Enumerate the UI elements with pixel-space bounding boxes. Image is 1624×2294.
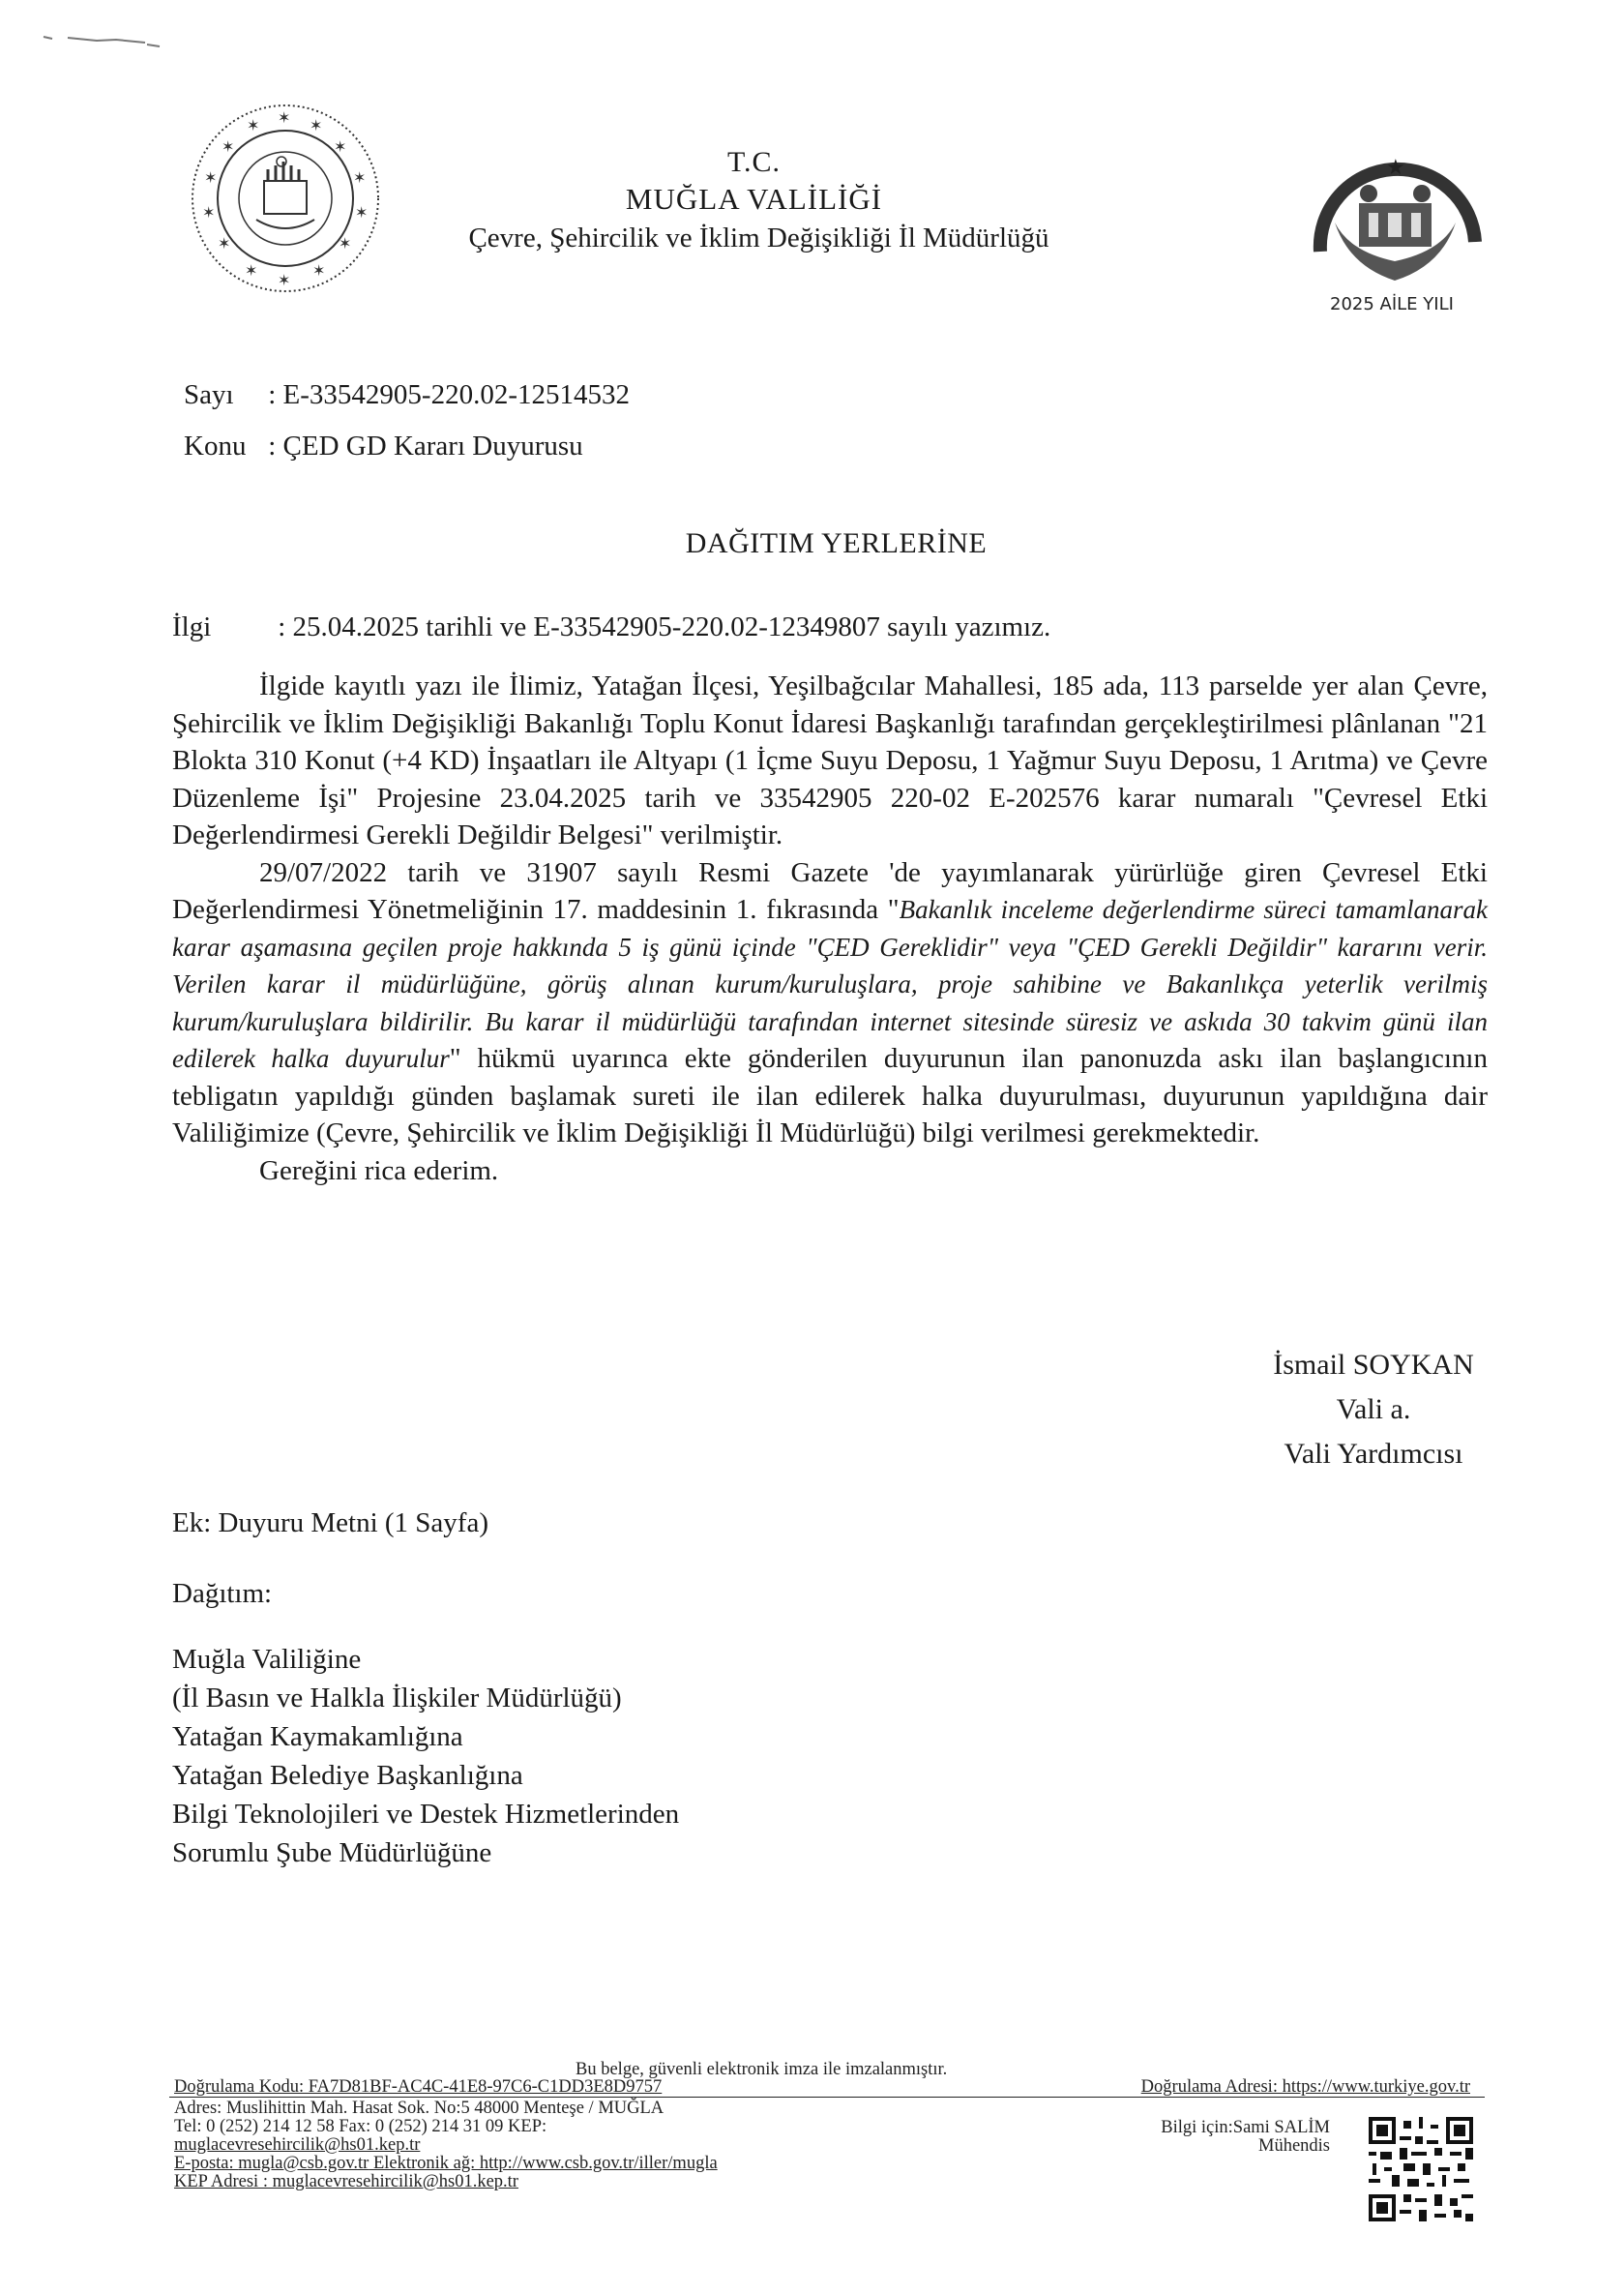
e-signature-note: Bu belge, güvenli elektronik imza ile imzalanmıştır. — [576, 2060, 948, 2079]
phone-fax: Tel: 0 (252) 214 12 58 Fax: 0 (252) 214 31 09 KEP: — [174, 2117, 547, 2136]
signer-name: İsmail SOYKAN — [1273, 1349, 1474, 1381]
svg-text:✶: ✶ — [353, 168, 367, 187]
svg-text:✶: ✶ — [355, 203, 369, 222]
attachment-line: Ek: Duyuru Metni (1 Sayfa) — [172, 1507, 488, 1538]
signature-block — [1248, 1343, 1499, 1476]
email-label: E-posta: — [174, 2154, 239, 2173]
contact-address-block — [174, 2100, 871, 2191]
body-paragraph-1: İlgide kayıtlı yazı ile İlimiz, Yatağan İlçesi, Yeşilbağcılar Mahallesi, 185 ada, 113 parselde yer alan Çevre, Şehircilik ve İklim Değişikliği Bakanlığı Toplu Konut İdaresi Başkanlığı tarafından gerçekleştirilmesi plânlanan "21 Blokta 310 Konut (+4 KD) İnşaatları ile Altyapı (1 İçme Suyu Deposu, 1 Yağmur Suyu Deposu, 1 Arıtma) ve Çevre Düzenleme İşi" Projesine 23.04.2025 tarih ve 33542905 220-02 E-202576 karar numaralı "Çevresel Etki Değerlendirmesi Gerekli Değildir Belgesi" verilmiştir. — [172, 670, 1488, 850]
info-person: Bilgi için:Sami SALİM — [1161, 2118, 1330, 2137]
letterhead — [0, 145, 1624, 257]
kep-address[interactable]: muglacevresehircilik@hs01.kep.tr — [174, 2135, 421, 2155]
verification-address: Doğrulama Adresi: https://www.turkiye.gov.tr — [1140, 2077, 1470, 2097]
body-paragraph-3: Gereğini rica ederim. — [259, 1154, 499, 1186]
sayi-row — [184, 379, 630, 411]
list-item: (İl Basın ve Halkla İlişkiler Müdürlüğü) — [172, 1683, 622, 1713]
recipient-title: DAĞITIM YERLERİNE — [685, 527, 988, 559]
email-link[interactable]: mugla@csb.gov.tr — [238, 2154, 369, 2173]
svg-text:✶: ✶ — [218, 234, 231, 253]
svg-text:✶: ✶ — [278, 271, 291, 289]
konu-row — [184, 431, 583, 462]
list-item: Muğla Valiliğine — [172, 1644, 362, 1675]
email-web-line — [174, 2155, 871, 2173]
svg-text:★: ★ — [1386, 156, 1405, 180]
svg-text:✶: ✶ — [312, 261, 326, 280]
svg-text:✶: ✶ — [247, 116, 260, 134]
distribution-block — [172, 1574, 679, 1872]
list-item: Yatağan Belediye Başkanlığına — [172, 1760, 523, 1791]
konu-label: Konu — [184, 431, 247, 462]
header-governorship: MUĞLA VALİLİĞİ — [625, 182, 883, 216]
body-p2-intro: 29/07/2022 tarih ve 31907 sayılı Resmi Gazete 'de yayımlanarak yürürlüğe giren Çevresel Etki Değerlendirmesi Yönetmeliğinin 17. maddesinin 1. fıkrasında " — [172, 856, 1488, 925]
letter-body — [172, 668, 1488, 1189]
list-item: Sorumlu Şube Müdürlüğüne — [172, 1837, 492, 1868]
info-contact — [1107, 2119, 1330, 2156]
svg-text:✶: ✶ — [334, 137, 347, 156]
signer-title: Vali Yardımcısı — [1284, 1438, 1463, 1470]
body-p2-quote: Bakanlık inceleme değerlendirme süreci tamamlanarak karar aşamasına geçilen proje hakkında 5 iş günü içinde "ÇED Gereklidir" veya "ÇED Gerekli Değildir" kararını verir. Verilen karar il müdürlüğüne, görüş alınan kurum/kuruluşlara, proje sahibine ve Bakanlıkça yeterlik verilmiş kurum/kuruluşlara bildirilir. Bu karar il müdürlüğü tarafından internet sitesinde süresiz ve askıda 30 takvim günü ilan edilerek halka duyurulur — [172, 895, 1488, 1073]
kep-address-2[interactable]: KEP Adresi : muglacevresehircilik@hs01.kep.tr — [174, 2172, 518, 2191]
info-title: Mühendis — [1258, 2136, 1330, 2156]
distribution-label: Dağıtım: — [172, 1578, 273, 1609]
svg-text:✶: ✶ — [310, 116, 323, 134]
svg-text:✶: ✶ — [278, 108, 291, 127]
distribution-list — [172, 1640, 679, 1872]
svg-text:✶: ✶ — [245, 261, 258, 280]
body-paragraph-2 — [172, 854, 1488, 1152]
ilgi-row — [172, 611, 1050, 643]
sayi-value: : E-33542905-220.02-12514532 — [268, 379, 630, 410]
svg-text:✶: ✶ — [204, 168, 218, 187]
ilgi-value: : 25.04.2025 tarihli ve E-33542905-220.02-12349807 sayılı yazımız. — [278, 611, 1051, 642]
header-directorate: Çevre, Şehircilik ve İklim Değişikliği İl Müdürlüğü — [468, 223, 1049, 253]
svg-text:✶: ✶ — [221, 137, 235, 156]
scan-artifact — [39, 29, 164, 48]
verification-code: Doğrulama Kodu: FA7D81BF-AC4C-41E8-97C6-C1DD3E8D9757 — [174, 2077, 663, 2097]
footer-divider — [169, 2097, 1485, 2098]
sayi-label: Sayı — [184, 379, 234, 410]
konu-value: : ÇED GD Kararı Duyurusu — [268, 431, 583, 462]
list-item: Yatağan Kaymakamlığına — [172, 1721, 463, 1752]
body-p2-rest: " hükmü uyarınca ekte gönderilen duyurunun ilan panonuzda askı ilan başlangıcının tebligatın yapıldığı günden başlamak sureti ile ilan edilerek halka duyurulması, duyurunun yapıldığına dair Valiliğimize (Çevre, Şehircilik ve İklim Değişikliği İl Müdürlüğü) bilgi verilmesi gerekmektedir. — [172, 1043, 1488, 1148]
list-item: Bilgi Teknolojileri ve Destek Hizmetlerinden — [172, 1799, 680, 1830]
family-year-text: 2025 AİLE YILI — [1330, 294, 1454, 314]
ilgi-label: İlgi — [172, 611, 212, 642]
svg-text:✶: ✶ — [202, 203, 216, 222]
header-tc: T.C. — [726, 146, 782, 178]
postal-address: Adres: Muslihittin Mah. Hasat Sok. No:5 48000 Menteşe / MUĞLA — [174, 2099, 664, 2118]
signer-on-behalf: Vali a. — [1336, 1393, 1411, 1425]
web-link[interactable]: Elektronik ağ: http://www.csb.gov.tr/iller/mugla — [369, 2154, 718, 2173]
qr-code-icon — [1369, 2117, 1473, 2221]
svg-text:✶: ✶ — [339, 234, 352, 253]
